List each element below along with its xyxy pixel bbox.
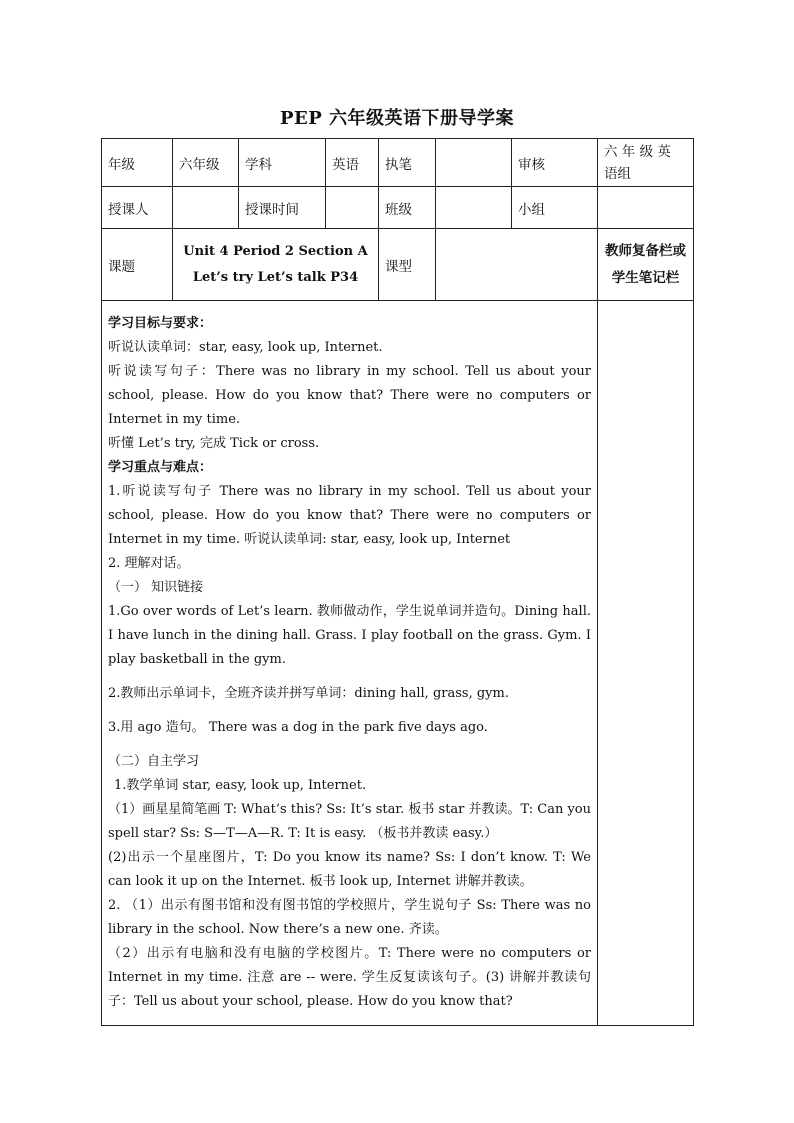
focus-item-1: 1.听说读写句子 There was no library in my school. Tell us about your school, please. How do you know that? There were no computers or Internet in my time. 听说认读单词: star, easy, look up, Internet	[108, 484, 591, 547]
subject-value: 英语	[326, 139, 379, 187]
teacher-value	[173, 187, 239, 229]
time-value	[326, 187, 379, 229]
self-study-5: （2）出示有电脑和没有电脑的学校图片。T: There were no computers or Internet in my time. 注意 are -- were. 学生反复读该句子。(3) 讲解并教读句子：Tell us about your school, please. How do you know that?	[108, 946, 591, 1009]
grade-label: 年级	[102, 139, 173, 187]
topic-value	[173, 229, 379, 301]
goals-heading: 学习目标与要求：	[108, 316, 213, 331]
table-row-topic	[102, 229, 694, 301]
topic-line-2: Let’s try Let’s talk P34	[192, 269, 359, 285]
goal-listening: 听懂 Let’s try, 完成 Tick or cross.	[108, 436, 320, 451]
table-row-content	[102, 301, 694, 1026]
goal-sentences: 听说读写句子：There was no library in my school. Tell us about your school, please. How do you know that? There were no computers or Internet in my time.	[108, 364, 591, 427]
learning-content-cell	[102, 301, 598, 1026]
topic-label: 课题	[102, 229, 173, 301]
self-study-2: （1）画星星简笔画 T: What’s this? Ss: It’s star. 板书 star 并教读。T: Can you spell star? Ss: S—T—A—R. T: It is easy. （板书并教读 easy.）	[108, 802, 591, 841]
type-value	[436, 229, 598, 301]
self-study-4: 2. （1）出示有图书馆和没有图书馆的学校照片，学生说句子 Ss: There was no library in the school. Now there’s a new one. 齐读。	[108, 898, 591, 937]
class-value	[436, 187, 512, 229]
knowledge-link-heading: （一） 知识链接	[108, 580, 204, 595]
grade-value: 六年级	[173, 139, 239, 187]
table-row-teacher	[102, 187, 694, 229]
teacher-label: 授课人	[102, 187, 173, 229]
review-value: 六 年 级 英 语组	[598, 139, 694, 187]
focus-item-2: 2. 理解对话。	[108, 556, 190, 571]
goal-words: 听说认读单词：star, easy, look up, Internet.	[108, 340, 383, 355]
group-label: 小组	[512, 187, 598, 229]
knowledge-link-1: 1.Go over words of Let’s learn. 教师做动作，学生说单词并造句。Dining hall. I have lunch in the dining hall. Grass. I play football on the grass. Gym. I play basketball in the gym.	[108, 604, 591, 667]
type-label: 课型	[379, 229, 436, 301]
page-title: PEP 六年级英语下册导学案	[279, 108, 515, 129]
topic-line-1: Unit 4 Period 2 Section A	[183, 243, 368, 259]
review-label: 审核	[512, 139, 598, 187]
learning-content	[108, 312, 591, 1014]
table-row-grade	[102, 139, 694, 187]
knowledge-link-3: 3.用 ago 造句。 There was a dog in the park five days ago.	[108, 720, 488, 735]
focus-heading: 学习重点与难点：	[108, 460, 213, 475]
group-value	[598, 187, 694, 229]
self-study-heading: （二）自主学习	[108, 754, 200, 769]
notes-column-header: 教师复备栏或学生笔记栏	[598, 229, 694, 301]
subject-label: 学科	[239, 139, 326, 187]
author-label: 执笔	[379, 139, 436, 187]
self-study-3: (2)出示一个星座图片，T: Do you know its name? Ss: I don’t know. T: We can look it up on the Internet. 板书 look up, Internet 讲解并教读。	[108, 850, 591, 889]
time-label: 授课时间	[239, 187, 326, 229]
lesson-plan-table	[101, 138, 694, 1026]
notes-column	[598, 301, 694, 1026]
class-label: 班级	[379, 187, 436, 229]
author-value	[436, 139, 512, 187]
self-study-1: 1.教学单词 star, easy, look up, Internet.	[114, 778, 367, 793]
knowledge-link-2: 2.教师出示单词卡，全班齐读并拼写单词：dining hall, grass, gym.	[108, 686, 509, 701]
